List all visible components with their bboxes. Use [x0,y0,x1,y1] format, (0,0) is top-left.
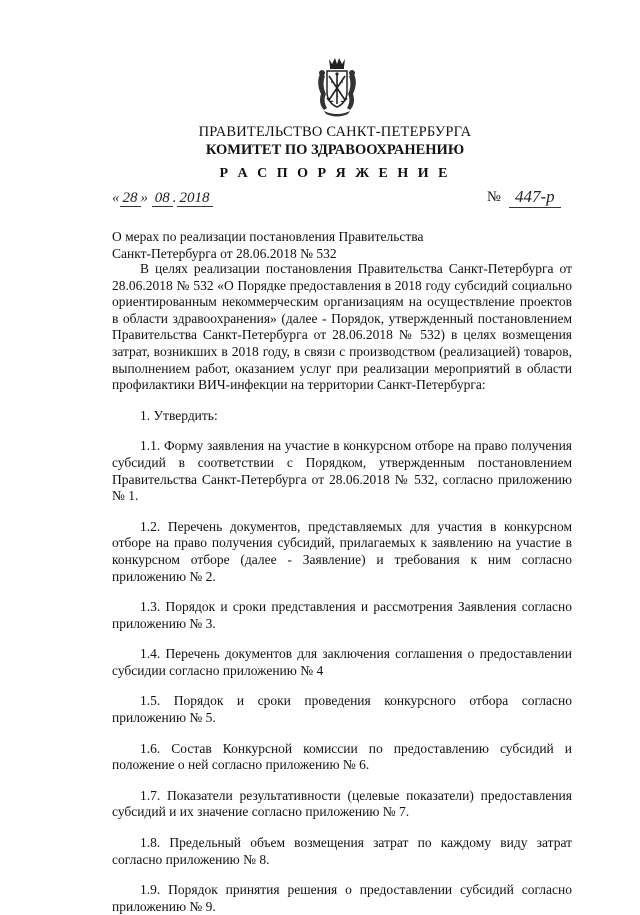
document-body [112,261,572,915]
item-paragraph: 1.3. Порядок и сроки представления и рассмотрения Заявления согласно приложению № 3. [112,599,572,631]
document-date: « 28 » 08 . 2018 [112,190,213,207]
date-quote-close: » [140,190,148,206]
date-day: 28 [120,190,141,207]
document-type-title: Р А С П О Р Я Ж Е Н И Е [219,166,451,181]
approve-paragraph: 1. Утвердить: [140,407,218,423]
date-year: 2018 [177,190,213,207]
item-paragraph: 1.2. Перечень документов, представляемых для участия в конкурсном отборе на право получения субсидий, прилагаемых к заявлению на участие в конкурсном отборе (далее - Заявление) и требования к ним согласно приложению № 2. [112,518,572,584]
document-subject [112,228,424,262]
government-title: ПРАВИТЕЛЬСТВО САНКТ-ПЕТЕРБУРГА [198,124,472,140]
item-paragraph: 1.6. Состав Конкурсной комиссии по предоставлению субсидий и положение о ней согласно приложению № 6. [112,740,572,773]
item-paragraph: 1.1. Форму заявления на участие в конкурсном отборе на право получения субсидий в соответствии с Порядком, утвержденным постановлением Правительства Санкт-Петербурга от 28.06.2018 № 532, согласно приложению № 1. [112,438,572,504]
date-month: 08 [152,190,173,207]
item-paragraph: 1.5. Порядок и сроки проведения конкурсного отбора согласно приложению № 5. [112,693,572,726]
document-number-label: № [487,189,501,205]
subject-line-1: О мерах по реализации постановления Правительства [112,229,424,244]
date-quote-open: « [112,190,120,206]
document-number-value: 447-р [509,187,561,208]
item-paragraph: 1.9. Порядок принятия решения о предоставлении субсидий согласно приложению № 9. [112,882,572,914]
subject-line-2: Санкт-Петербурга от 28.06.2018 № 532 [112,246,337,261]
item-paragraph: 1.8. Предельный объем возмещения затрат по каждому виду затрат согласно приложению № 8. [112,835,572,867]
committee-title: КОМИТЕТ ПО ЗДРАВООХРАНЕНИЮ [205,142,465,158]
intro-paragraph: В целях реализации постановления Правительства Санкт-Петербурга от 28.06.2018 № 532 «О Порядке предоставления в 2018 году субсидий социально ориентированным некоммерческим организациям на осуществление проектов в области здравоохранения» (далее - Порядок, утвержденный постановлением Правительства Санкт-Петербурга от 28.06.2018 № 532) в целях возмещения затрат, возникших в 2018 году, в связи с производством (реализацией) товаров, выполнением работ, оказанием услуг при реализации мероприятий в области профилактики ВИЧ-инфекции на территории Санкт-Петербурга: [112,261,572,393]
coat-of-arms-icon [314,56,360,118]
item-paragraph: 1.4. Перечень документов для заключения соглашения о предоставлении субсидии согласно приложению № 4 [112,646,572,678]
item-paragraph: 1.7. Показатели результативности (целевые показатели) предоставления субсидий и их значение согласно приложению № 7. [112,787,572,820]
